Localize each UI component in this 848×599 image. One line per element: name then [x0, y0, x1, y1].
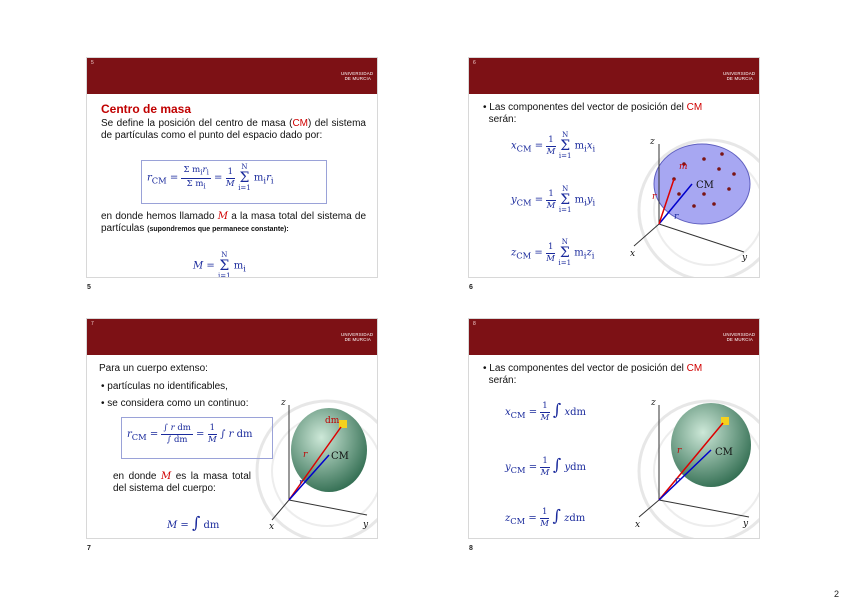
integral-cm-formula: $r_{CM}$ = $\frac{\text{∫ r dm}}{\int dm}$ = $\frac{1}{M}$ ∫ r dm: [127, 423, 253, 445]
slide-number: 7: [91, 321, 94, 327]
page-label-7: 7: [87, 545, 91, 552]
x-axis: [272, 500, 289, 520]
r-label: r: [303, 450, 308, 460]
y-axis: [659, 500, 749, 517]
total-mass-formula: M = N Σ i=1 $m_i$: [193, 251, 246, 277]
continuous-body-diagram: [629, 395, 754, 530]
slide-header-bar: [87, 58, 377, 94]
y-label: y: [743, 519, 749, 529]
slide-6: [469, 58, 759, 277]
x-label: x: [269, 522, 275, 532]
x-axis: [634, 224, 659, 246]
components-bullet: • Las componentes del vector de posición del CM serán:: [483, 363, 753, 387]
page-label-8: 8: [469, 545, 473, 552]
continuous-body-diagram: [267, 395, 372, 535]
y-label: y: [742, 253, 748, 263]
slide-header-bar: [87, 319, 377, 355]
mass-element: [339, 420, 347, 428]
cm-label: CM: [715, 447, 733, 458]
slide-8: [469, 319, 759, 538]
slide-number: 8: [473, 321, 476, 327]
cm-label: CM: [696, 180, 714, 191]
slide-7: [87, 319, 377, 538]
slide-title: Centro de masa: [101, 102, 192, 116]
y-axis: [289, 500, 367, 515]
page-label-6: 6: [469, 284, 473, 291]
z-label: z: [281, 398, 286, 408]
extended-mass-text: en donde M es la masa total del sistema del cuerpo:: [113, 471, 251, 494]
slide-header-bar: [469, 319, 759, 355]
continuum-intro: Para un cuerpo extenso:: [99, 363, 208, 374]
x-axis: [639, 500, 659, 517]
continuum-bullet-2: • se considera como un continuo:: [101, 398, 248, 410]
university-logo: UNIVERSIDAD DE MURCIA: [341, 71, 374, 81]
x-label: x: [635, 520, 641, 530]
slide-header-bar: [469, 58, 759, 94]
university-logo: UNIVERSIDAD DE MURCIA: [723, 332, 756, 342]
integral-mass-formula: M = ∫ dm: [167, 513, 220, 532]
y-label: y: [363, 520, 369, 530]
university-logo: UNIVERSIDAD DE MURCIA: [723, 71, 756, 81]
rcm-label: r: [299, 478, 304, 488]
y-axis: [659, 224, 744, 252]
slide-number: 5: [91, 60, 94, 66]
z-cm-integral: $z_{CM}$ = $\frac{1}{M}$ ∫ zdm: [505, 506, 586, 529]
page-label-5: 5: [87, 284, 91, 291]
definition-text: Se define la posición del centro de masa (CM) del sistema de partículas como el punto del espacio dado por:: [101, 118, 366, 141]
mi-label: m: [679, 162, 688, 172]
particle-system-diagram: [624, 134, 754, 269]
rcm-label: r: [674, 212, 679, 222]
x-cm-formula: $x_{CM}$ = $\frac{1}{M}$ N Σ i=1 $m_ix_i$: [511, 131, 596, 160]
x-cm-integral: $x_{CM}$ = $\frac{1}{M}$ ∫ xdm: [505, 400, 586, 423]
rcm-label: r: [675, 476, 680, 486]
z-cm-formula: $z_{CM}$ = $\frac{1}{M}$ N Σ i=1 $m_iz_i$: [511, 238, 595, 267]
x-label: x: [630, 249, 636, 259]
dm-label: dm: [325, 416, 340, 426]
y-cm-integral: $y_{CM}$ = $\frac{1}{M}$ ∫ ydm: [505, 455, 586, 478]
continuum-bullet-1: • partículas no identificables,: [101, 381, 228, 393]
cm-formula: $r_{CM}$ = $\frac{\Sigma m_ir_i}{\Sigma m_i}$ = $\frac{1}{M}$ N Σ i=1 $m_ir_i$: [147, 163, 274, 192]
y-cm-formula: $y_{CM}$ = $\frac{1}{M}$ N Σ i=1 $m_iy_i$: [511, 185, 596, 214]
z-label: z: [650, 137, 655, 147]
cm-label: CM: [331, 451, 349, 462]
mass-definition-text: en donde hemos llamado M a la masa total del sistema de partículas (supondremos que permanece constante):: [101, 211, 367, 234]
page-number: 2: [834, 589, 840, 599]
slide-number: 6: [473, 60, 476, 66]
continuous-body: [671, 403, 751, 487]
ri-label: r: [652, 192, 657, 202]
components-bullet: • Las componentes del vector de posición del CM serán:: [483, 102, 753, 126]
z-label: z: [651, 398, 656, 408]
r-label: r: [677, 446, 682, 456]
slide-5: [87, 58, 377, 277]
university-logo: UNIVERSIDAD DE MURCIA: [341, 332, 374, 342]
